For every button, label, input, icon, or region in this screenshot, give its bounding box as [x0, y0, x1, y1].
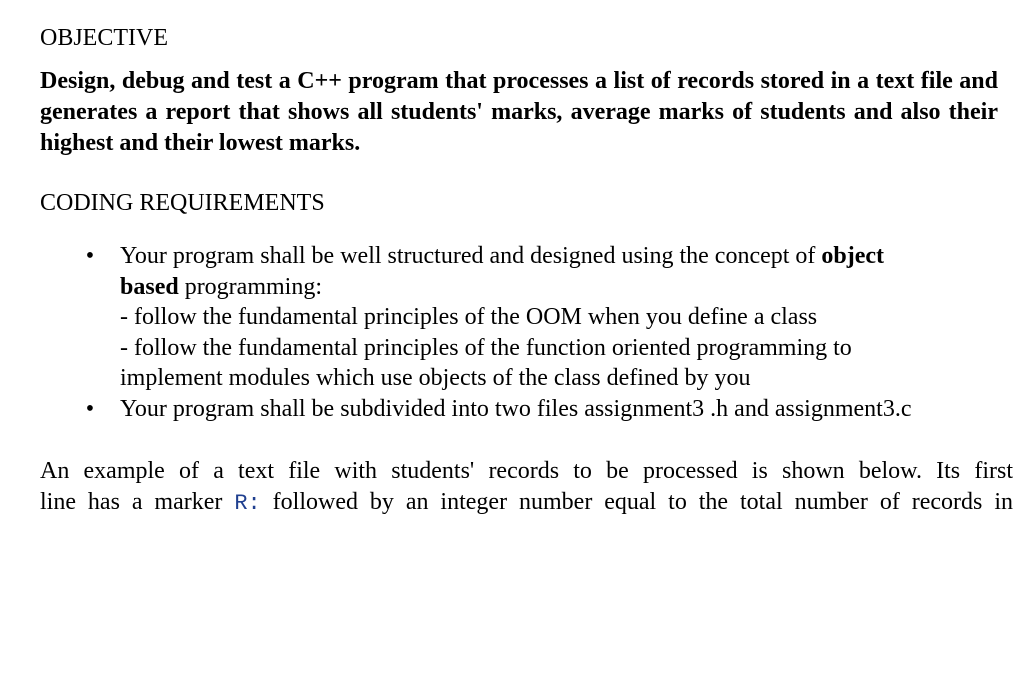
bullet-icon: •: [85, 395, 95, 422]
requirement-item-structure: [0, 241, 1024, 394]
objective-heading: OBJECTIVE: [40, 25, 168, 51]
example-line: [40, 487, 1013, 519]
example-text: followed by an integer number equal to the total number of records in: [260, 489, 1013, 515]
requirement-line: Your program shall be subdivided into two files assignment3 .h and assignment3.c: [120, 395, 912, 422]
requirement-item-files: [0, 394, 1024, 425]
bullet-icon: •: [85, 243, 95, 269]
requirements-list: [0, 241, 1024, 424]
requirement-bold-text: based: [120, 273, 179, 300]
record-marker-code: R:: [234, 491, 261, 516]
requirement-text: programming:: [178, 273, 322, 300]
requirement-line: - follow the fundamental principles of the function oriented programming to: [120, 334, 852, 361]
requirement-line: [120, 272, 1004, 303]
requirement-line: [120, 241, 1004, 272]
example-text: line has a marker: [40, 489, 235, 515]
example-paragraph: [40, 456, 1013, 519]
objective-text: Design, debug and test a C++ program that processes a list of records stored in a text file and generates a report that shows all students' marks, average marks of students and also their highest and their lowest marks.: [40, 68, 998, 156]
example-line: An example of a text file with students' records to be processed is shown below. Its first: [40, 458, 1013, 484]
coding-requirements-heading: CODING REQUIREMENTS: [40, 190, 325, 216]
requirement-text: Your program shall be well structured and designed using the concept of: [120, 243, 822, 269]
requirement-line: implement modules which use objects of the class defined by you: [120, 365, 751, 391]
requirement-bold-text: object: [821, 243, 885, 269]
requirement-line: - follow the fundamental principles of the OOM when you define a class: [120, 304, 818, 330]
